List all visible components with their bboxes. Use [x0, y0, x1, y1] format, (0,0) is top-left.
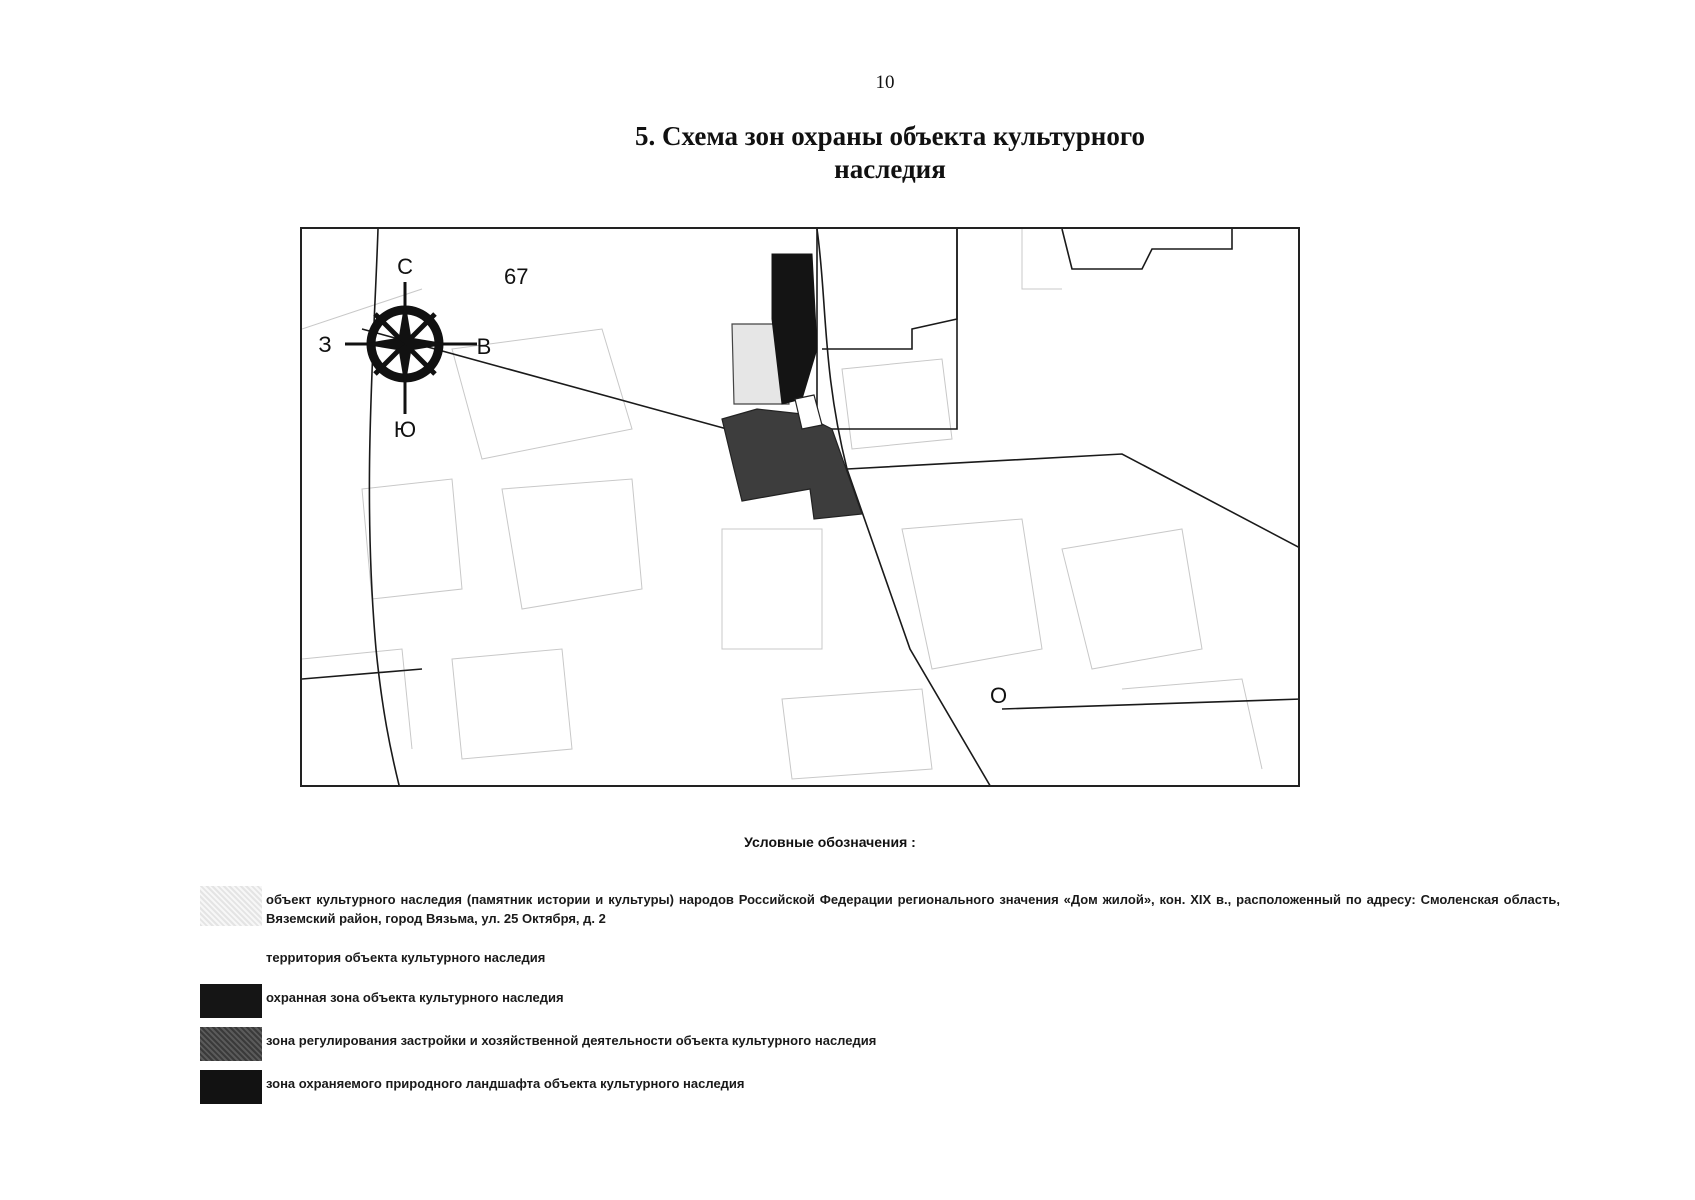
legend-text: зона охраняемого природного ландшафта объекта культурного наследия: [266, 1076, 745, 1091]
map-drawing: [302, 229, 1300, 787]
page-title: [580, 120, 1200, 186]
compass-east-label: В: [476, 334, 492, 359]
legend-swatch-regulation-zone: [200, 1027, 262, 1061]
legend-swatch-heritage-object: [200, 886, 262, 926]
legend-text: зона регулирования застройки и хозяйственной деятельности объекта культурного наследия: [266, 1033, 877, 1048]
legend-item: [200, 944, 1560, 974]
zone-map: [300, 227, 1300, 787]
map-marker-label: О: [990, 683, 1008, 708]
legend-title: Условные обозначения :: [744, 834, 916, 850]
legend-item: [200, 886, 1560, 928]
compass-north-label: С: [397, 254, 413, 279]
parcel-number-label: 67: [504, 264, 529, 289]
page-number: 10: [875, 72, 895, 93]
development-regulation-zone: [722, 409, 862, 519]
legend-swatch-landscape-zone: [200, 1070, 262, 1104]
legend-text: объект культурного наследия (памятник истории и культуры) народов Российской Федерации регионального значения «Дом жилой», кон. XIX в., расположенный по адресу: Смоленская область, Вяземский район, город Вязьма, ул. 25 Октября, д. 2: [266, 892, 1560, 926]
legend-swatch-protection-zone: [200, 984, 262, 1018]
legend-text: территория объекта культурного наследия: [266, 950, 546, 965]
legend-item: [200, 1070, 1560, 1106]
compass-west-label: З: [318, 332, 332, 357]
compass-south-label: Ю: [393, 417, 417, 442]
page-title-line-2: наследия: [834, 154, 946, 184]
heritage-zones: [722, 254, 862, 519]
compass-rose: [318, 254, 491, 442]
legend-swatch-territory: [200, 944, 262, 978]
page-title-line-1: 5. Схема зон охраны объекта культурного: [635, 121, 1145, 151]
legend-item: [200, 984, 1560, 1020]
legend-item: [200, 1027, 1560, 1063]
legend-text: охранная зона объекта культурного наследия: [266, 990, 564, 1005]
